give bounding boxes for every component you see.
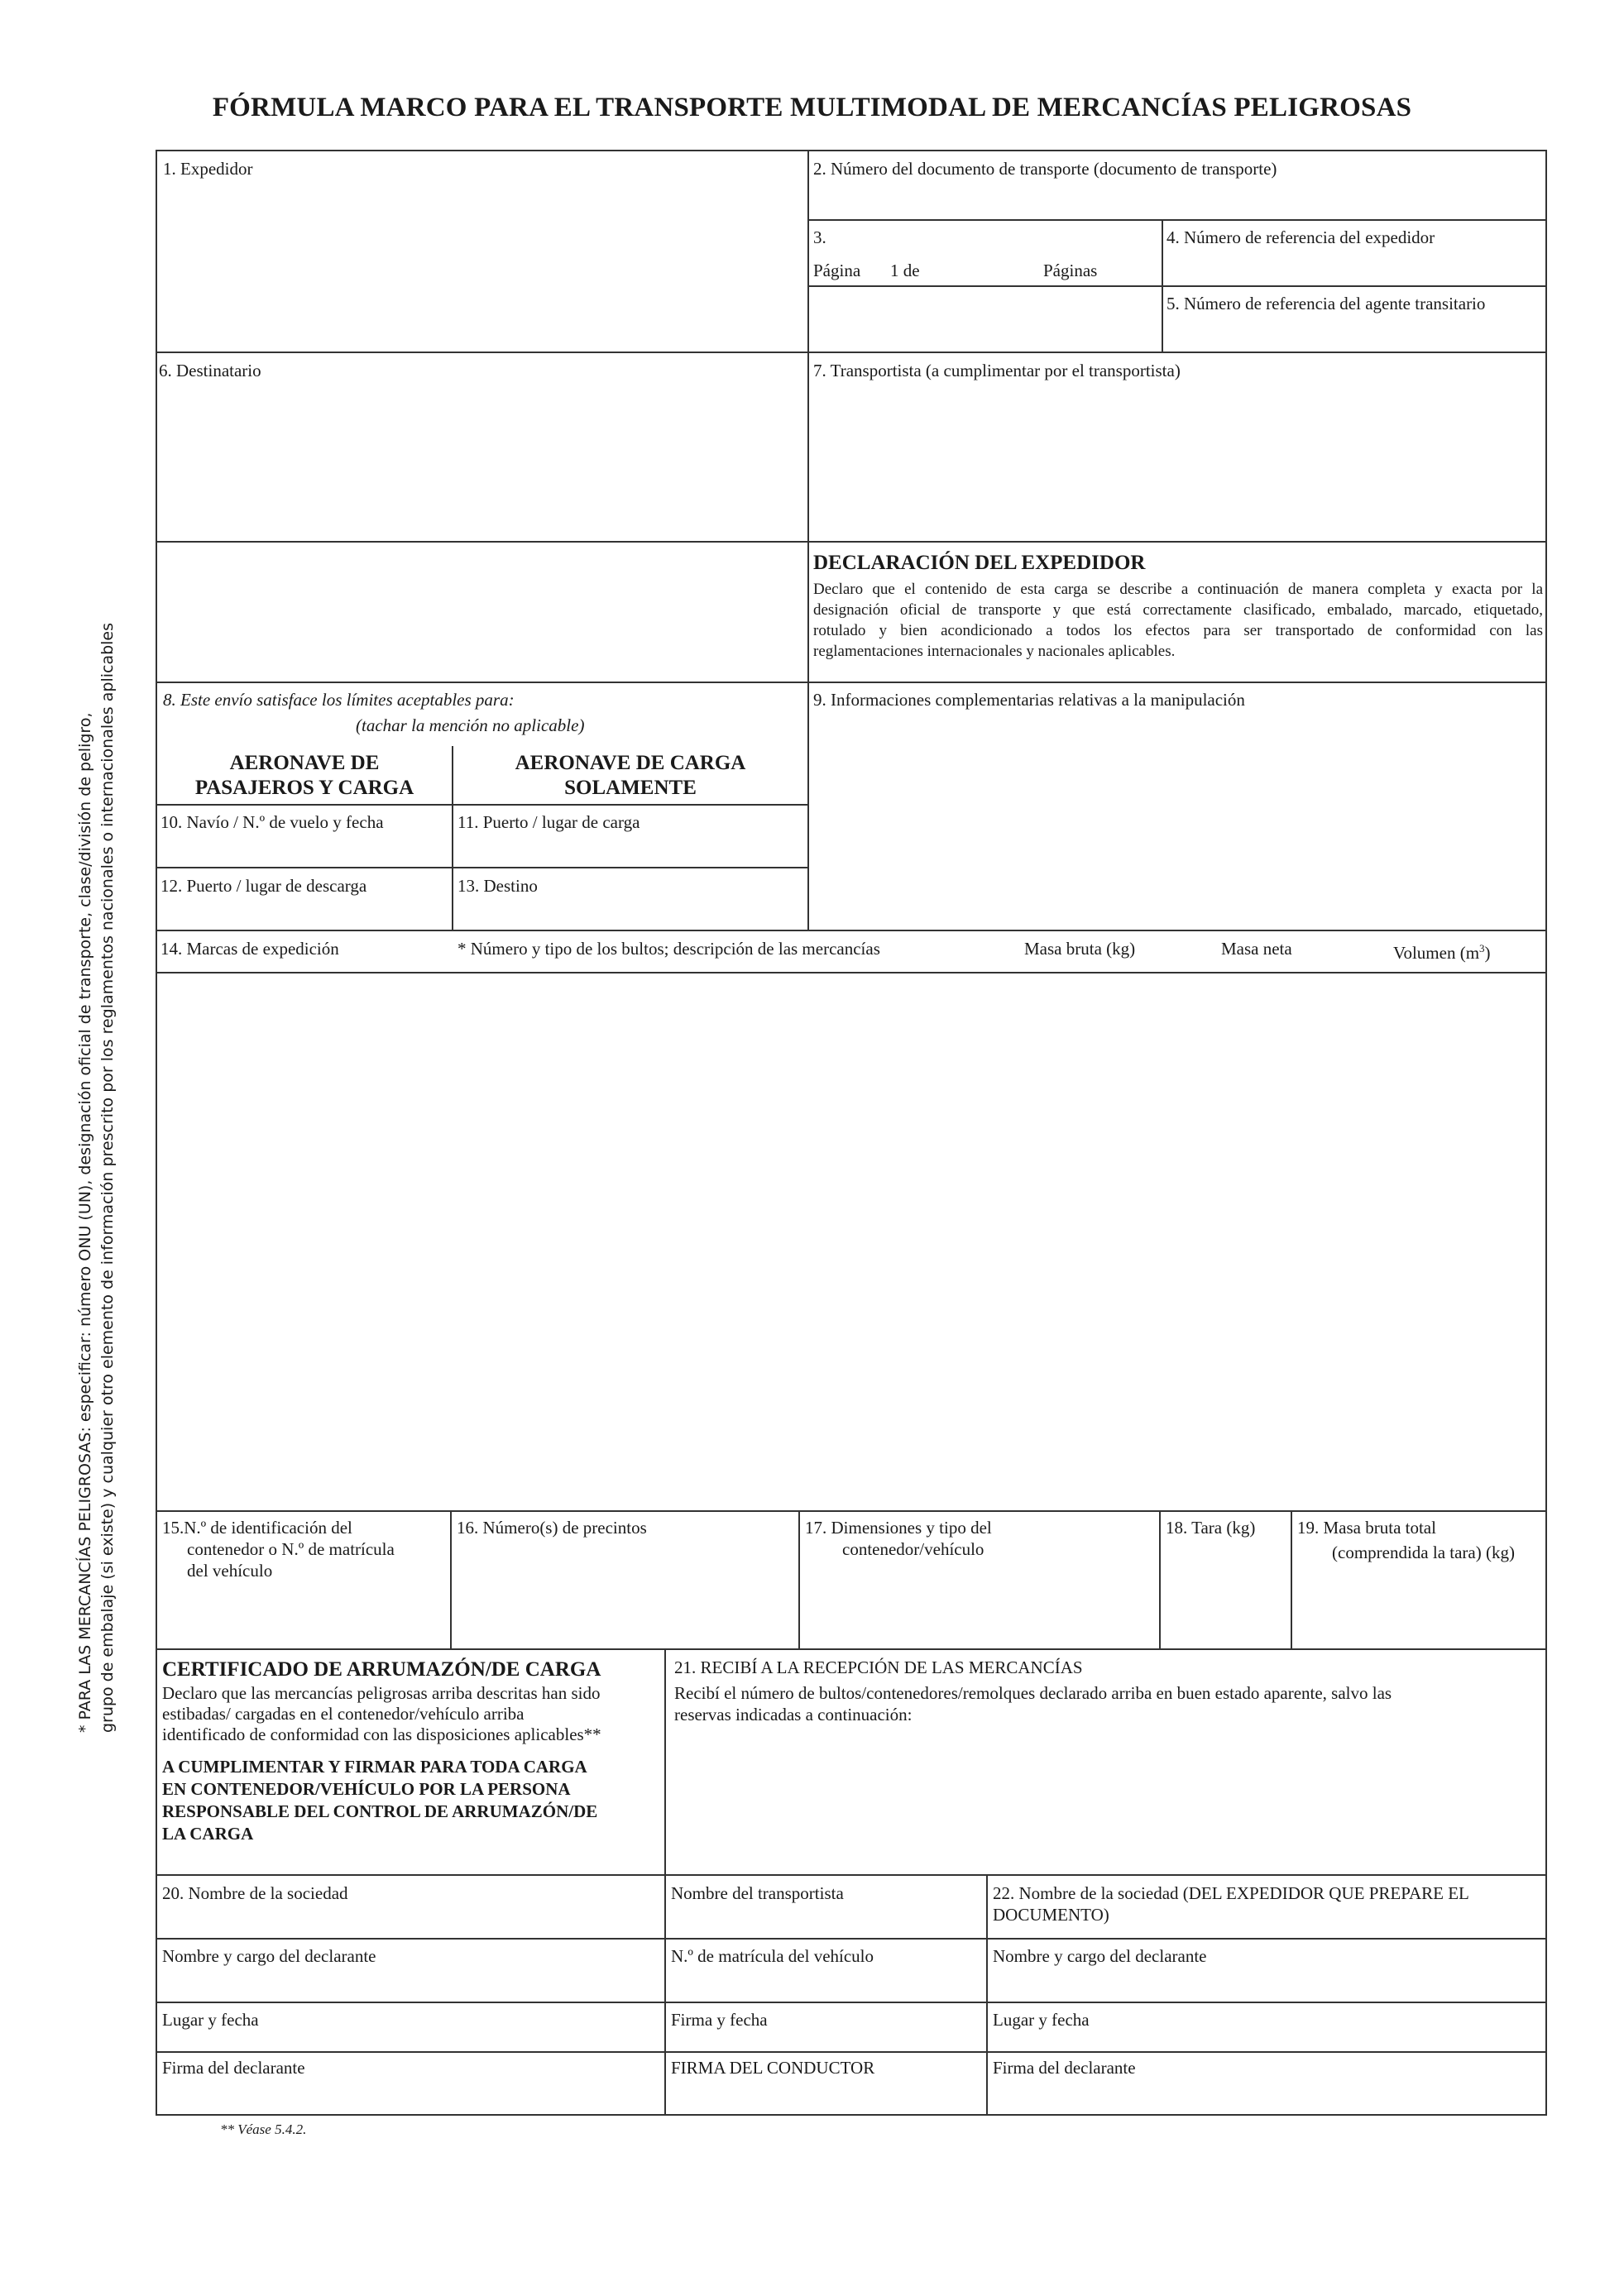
box-15-line2: contenedor o N.º de matrícula [187,1539,395,1559]
blank-box-left-of-declaration[interactable] [159,544,804,678]
box-8-label: 8. Este envío satisface los límites aceptables para: [163,690,515,710]
vehicle-plate-label: N.º de matrícula del vehículo [671,1946,874,1966]
box-3-label: 3. [813,227,826,247]
box-11-label: 11. Puerto / lugar de carga [457,812,640,832]
divider-row-12-13 [156,867,809,868]
box-15-line3: del vehículo [187,1561,273,1581]
divider-row-20 [156,1874,1547,1876]
declaration-line-4: reglamentaciones internacionales y nacionales aplicables. [813,643,1176,660]
box-19-label [1297,1517,1515,1563]
declarant-signature-left-field[interactable] [159,2078,662,2111]
frame-left [156,150,157,2116]
divider-row-10-11 [156,804,809,806]
box-11-field[interactable] [455,834,804,865]
divider-18-19 [1291,1510,1292,1648]
box-5-field[interactable] [1165,316,1542,349]
divider-under-2 [807,219,1547,221]
option-aeronave-pasajeros-line2: PASAJEROS Y CARGA [194,777,414,799]
divider-under-3-4 [807,285,1547,287]
box-2-label: 2. Número del documento de transporte (documento de transporte) [813,159,1277,179]
box-12-label: 12. Puerto / lugar de descarga [160,876,367,896]
divider-row-15 [156,1510,1547,1512]
box-3-page-label: Página [813,261,861,280]
box-14-goods-area[interactable] [159,975,1542,1507]
box-22-line-2: DOCUMENTO) [993,1905,1109,1925]
box-22-label [993,1882,1469,1925]
box-18-field[interactable] [1162,1540,1288,1646]
carrier-name-field[interactable] [668,1904,984,1935]
declarant-signature-right-field[interactable] [989,2078,1542,2111]
volume-superscript: 3 [1479,942,1485,954]
box-14-volume-header [1393,938,1491,964]
cert-text [162,1683,601,1745]
driver-signature-field[interactable] [668,2078,984,2111]
box-6-label: 6. Destinatario [159,361,261,380]
box-14-gross-mass-header: Masa bruta (kg) [1024,939,1136,959]
box-17-line1: 17. Dimensiones y tipo del [805,1518,992,1538]
cert-line-3: identificado de conformidad con las disposiciones aplicables** [162,1724,601,1744]
box-10-label: 10. Navío / N.º de vuelo y fecha [160,812,384,832]
box-19-line2: (comprendida la tara) (kg) [1332,1543,1515,1562]
box-18-label: 18. Tara (kg) [1166,1518,1256,1538]
page-title: FÓRMULA MARCO PARA EL TRANSPORTE MULTIMODAL DE MERCANCÍAS PELIGROSAS [212,93,1412,122]
box-19-line1: 19. Masa bruta total [1297,1518,1436,1538]
box-9-label: 9. Informaciones complementarias relativas a la manipulación [813,690,1245,710]
side-note [74,575,119,1733]
box-4-field[interactable] [1165,248,1542,283]
box-7-field[interactable] [811,382,1542,538]
vehicle-plate-field[interactable] [668,1967,984,1998]
box-16-field[interactable] [453,1540,796,1646]
box-21-line-2: reservas indicadas a continuación: [674,1705,913,1724]
divider-row-14 [156,930,1547,931]
box-14-net-mass-header: Masa neta [1221,939,1292,959]
declaration-line-2: designación oficial de transporte y que está correctamente clasificado, embalado, marcado, etiquetado, [813,601,1543,619]
declaration-line-1: Declaro que el contenido de esta carga se describe a continuación de manera completa y exacta por la [813,581,1543,598]
box-17-line2: contenedor/vehículo [842,1539,984,1559]
cert-instruction-line-2: EN CONTENEDOR/VEHÍCULO POR LA PERSONA [162,1779,571,1799]
divider-row-14-header [156,972,1547,973]
cert-instruction-line-4: LA CARGA [162,1824,254,1844]
box-21-field[interactable] [668,1729,1542,1871]
box-10-field[interactable] [159,834,448,865]
declarant-name-left-label: Nombre y cargo del declarante [162,1946,376,1966]
place-date-right-label: Lugar y fecha [993,2010,1090,2030]
carrier-name-label: Nombre del transportista [671,1883,844,1903]
declarant-name-right-field[interactable] [989,1967,1542,1998]
footnote: ** Véase 5.4.2. [220,2121,307,2137]
box-13-label: 13. Destino [457,876,538,896]
frame-bottom [156,2114,1547,2116]
box-14-description-header: * Número y tipo de los bultos; descripción de las mercancías [457,939,880,959]
declarant-signature-right-label: Firma del declarante [993,2058,1136,2078]
box-15-label [162,1517,395,1581]
box-21-text [674,1682,1392,1725]
volume-label: Volumen (m [1393,943,1480,963]
declarant-name-left-field[interactable] [159,1967,662,1998]
driver-signature-label: FIRMA DEL CONDUCTOR [671,2058,875,2078]
declaration-line-3: rotulado y bien acondicionado a todos los efectos para ser transportado de conformidad con las [813,622,1543,639]
option-aeronave-pasajeros-line1: AERONAVE DE [229,752,380,774]
divider-17-18 [1159,1510,1161,1648]
divider-cert-21 [664,1648,666,2116]
cert-instruction-line-3: RESPONSABLE DEL CONTROL DE ARRUMAZÓN/DE [162,1801,598,1821]
box-8-sub-label: (tachar la mención no aplicable) [356,715,585,735]
box-3-of-label: 1 de [890,261,920,280]
cert-instruction-line-1: A CUMPLIMENTAR Y FIRMAR PARA TODA CARGA [162,1757,587,1777]
frame-right [1545,150,1547,2116]
box-1-expedidor-label: 1. Expedidor [163,159,253,179]
box-20-label: 20. Nombre de la sociedad [162,1883,348,1903]
declarant-name-right-label: Nombre y cargo del declarante [993,1946,1207,1966]
option-aeronave-carga-line2: SOLAMENTE [564,777,697,799]
divider-row-cert [156,1648,1547,1650]
box-14-label: 14. Marcas de expedición [160,939,339,959]
cert-line-2: estibadas/ cargadas en el contenedor/vehículo arriba [162,1704,525,1724]
option-aeronave-carga-line1: AERONAVE DE CARGA [515,752,746,774]
divider-row-sign [156,2051,1547,2053]
divider-row-decl [156,541,1547,543]
declaration-text [813,579,1543,662]
divider-row-8-9 [156,682,1547,683]
declaration-title: DECLARACIÓN DEL EXPEDIDOR [813,552,1146,574]
divider-20-22 [986,1874,988,2116]
cert-line-1: Declaro que las mercancías peligrosas arriba descritas han sido [162,1683,601,1703]
cert-instruction [162,1756,597,1845]
box-15-line1: 15.N.º de identificación del [162,1518,352,1538]
box-20-field[interactable] [159,1904,662,1935]
box-12-field[interactable] [159,897,448,928]
divider-row-names [156,1938,1547,1940]
side-note-line2: grupo de embalaje (si existe) y cualquier otro elemento de información prescrito por los reglamentos nacionales o internacionales aplicables [98,622,117,1733]
volume-label-end: ) [1484,943,1491,963]
side-note-line1: * PARA LAS MERCANCÍAS PELIGROSAS: especificar: número ONU (UN), designación oficial de transporte, clase/división de peligro, [76,712,94,1733]
frame-top [156,150,1547,151]
box-21-label: 21. RECIBÍ A LA RECEPCIÓN DE LAS MERCANCÍAS [674,1657,1083,1677]
cert-title: CERTIFICADO DE ARRUMAZÓN/DE CARGA [162,1658,601,1681]
box-4-label: 4. Número de referencia del expedidor [1167,227,1435,247]
place-date-left-label: Lugar y fecha [162,2010,259,2030]
declarant-signature-left-label: Firma del declarante [162,2058,305,2078]
box-13-field[interactable] [455,897,804,928]
divider-16-17 [798,1510,800,1648]
box-5-label: 5. Número de referencia del agente transitario [1167,294,1486,313]
box-21-line-1: Recibí el número de bultos/contenedores/remolques declarado arriba en buen estado aparente, salvo las [674,1683,1392,1703]
box-16-label: 16. Número(s) de precintos [457,1518,647,1538]
divider-mid-top [807,150,809,930]
box-7-label: 7. Transportista (a cumplimentar por el transportista) [813,361,1181,380]
sign-date-label: Firma y fecha [671,2010,768,2030]
option-aeronave-pasajeros[interactable] [157,751,452,801]
box-9-field[interactable] [811,713,1542,926]
divider-row-6-7 [156,352,1547,353]
box-22-line-1: 22. Nombre de la sociedad (DEL EXPEDIDOR QUE PREPARE EL [993,1883,1469,1903]
box-2-field[interactable] [811,182,1542,217]
box-3-pages-label: Páginas [1043,261,1098,280]
option-aeronave-carga[interactable] [453,751,807,801]
box-17-label [805,1517,992,1560]
box-6-field[interactable] [159,382,804,538]
divider-15-16 [450,1510,452,1648]
divider-row-place [156,2002,1547,2003]
box-1-expedidor-field[interactable] [159,182,804,347]
